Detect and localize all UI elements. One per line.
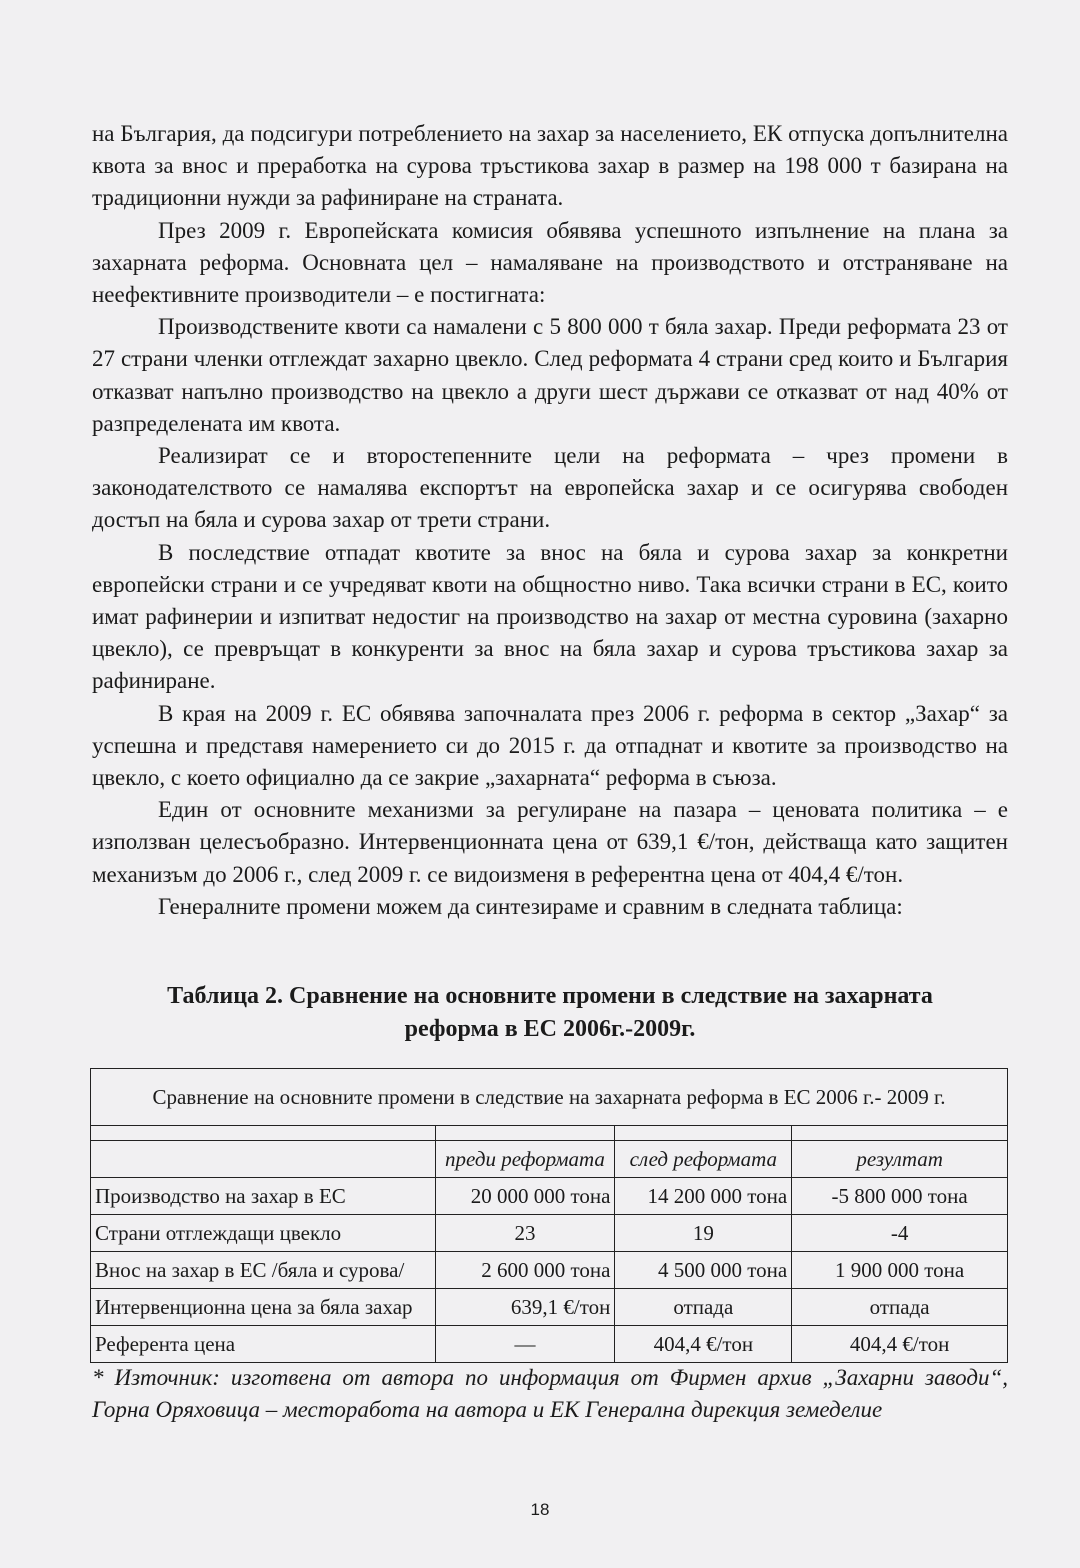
table-row bbox=[91, 1326, 1008, 1363]
table-cell: — bbox=[435, 1326, 615, 1363]
table-header-cell: резултат bbox=[792, 1141, 1008, 1178]
table-spacer-row bbox=[91, 1126, 1008, 1141]
table-caption bbox=[92, 980, 1008, 1046]
table-row bbox=[91, 1178, 1008, 1215]
table-cell: отпада bbox=[792, 1289, 1008, 1326]
table-cell: 4 500 000 тона bbox=[615, 1252, 792, 1289]
table-cell: -5 800 000 тона bbox=[792, 1178, 1008, 1215]
caption-line: Таблица 2. Сравнение на основните промени в следствие на захарната bbox=[167, 983, 933, 1009]
table-cell bbox=[435, 1126, 615, 1141]
table-cell: отпада bbox=[615, 1289, 792, 1326]
table-header-cell: след реформата bbox=[615, 1141, 792, 1178]
table-cell: 639,1 €/тон bbox=[435, 1289, 615, 1326]
paragraph: на България, да подсигури потреблението на захар за населението, ЕК отпуска допълнителна квота за внос и преработка на сурова тръстикова захар в размер на 198 000 т базирана на традиционни нужди за рафиниране на страната. bbox=[92, 121, 1008, 211]
paragraph: В края на 2009 г. ЕС обявява започналата през 2006 г. реформа в сектор „Захар“ за успешна и представя намерението си до 2015 г. да отпаднат и квотите за производство на цвекло, с което официално да се закрие „захарната“ реформа в съюза. bbox=[92, 700, 1008, 791]
table-cell: 19 bbox=[615, 1215, 792, 1252]
table-row bbox=[91, 1252, 1008, 1289]
paragraph: Генералните промени можем да синтезираме и сравним в следната таблица: bbox=[158, 893, 903, 919]
table-row bbox=[91, 1289, 1008, 1326]
table-cell: 2 600 000 тона bbox=[435, 1252, 615, 1289]
page-number: 18 bbox=[530, 1500, 550, 1519]
table-cell bbox=[91, 1126, 436, 1141]
table-header-row bbox=[91, 1141, 1008, 1178]
comparison-table bbox=[90, 1068, 1008, 1363]
table-row bbox=[91, 1215, 1008, 1252]
table-cell: -4 bbox=[792, 1215, 1008, 1252]
paragraph: В последствие отпадат квотите за внос на бяла и сурова захар за конкретни европейски страни и се учредяват квоти на общностно ниво. Така всички страни в ЕС, които имат рафинерии и изпитват недостиг на производство на захар от местна суровина (захарно цвекло), се превръщат в конкуренти за внос на бяла захар и сурова тръстикова захар за рафиниране. bbox=[92, 539, 1008, 694]
table-cell: Страни отглеждащи цвекло bbox=[91, 1215, 436, 1252]
table-cell: 14 200 000 тона bbox=[615, 1178, 792, 1215]
table-cell: 23 bbox=[435, 1215, 615, 1252]
paragraph: През 2009 г. Европейската комисия обявява успешното изпълнение на плана за захарната реформа. Основната цел – намаляване на производството и отстраняване на неефективните производители – е постигната: bbox=[92, 217, 1008, 308]
table-cell: Интервенционна цена за бяла захар bbox=[91, 1289, 436, 1326]
table-cell: 404,4 €/тон bbox=[792, 1326, 1008, 1363]
caption-line: реформа в ЕС 2006г.-2009г. bbox=[404, 1016, 696, 1042]
table-title: Сравнение на основните промени в следствие на захарната реформа в ЕС 2006 г.- 2009 г. bbox=[91, 1069, 1008, 1126]
table-cell bbox=[615, 1126, 792, 1141]
table-cell: 404,4 €/тон bbox=[615, 1326, 792, 1363]
table-header-cell bbox=[91, 1141, 436, 1178]
table-cell bbox=[792, 1126, 1008, 1141]
paragraph: Реализират се и второстепенните цели на реформата – чрез промени в законодателството се намалява експортът на европейска захар и се осигурява свободен достъп на бяла и сурова захар от трети страни. bbox=[92, 443, 1008, 533]
table-title-row bbox=[91, 1069, 1008, 1126]
source-note: * Източник: изготвена от автора по информация от Фирмен архив „Захарни заводи“, Горна Оряховица – месторабота на автора и ЕК Генерална дирекция земеделие bbox=[92, 1365, 1008, 1422]
table-cell: Внос на захар в ЕС /бяла и сурова/ bbox=[91, 1252, 436, 1289]
paragraph: Производствените квоти са намалени с 5 800 000 т бяла захар. Преди реформата 23 от 27 страни членки отглеждат захарно цвекло. След реформата 4 страни сред които и България отказват напълно производство на цвекло а други шест държави се отказват от над 40% от разпределената им квота. bbox=[92, 314, 1008, 436]
table-cell: Производство на захар в ЕС bbox=[91, 1178, 436, 1215]
table-cell: Референта цена bbox=[91, 1326, 436, 1363]
table-header-cell: преди реформата bbox=[435, 1141, 615, 1178]
paragraph: Един от основните механизми за регулиране на пазара – ценовата политика – е използван целесъобразно. Интервенционната цена от 639,1 €/тон, действаща като защитен механизъм до 2006 г., след 2009 г. се видоизменя в референтна цена от 404,4 €/тон. bbox=[92, 797, 1008, 887]
table-cell: 20 000 000 тона bbox=[435, 1178, 615, 1215]
body-text bbox=[92, 118, 1008, 923]
table-cell: 1 900 000 тона bbox=[792, 1252, 1008, 1289]
